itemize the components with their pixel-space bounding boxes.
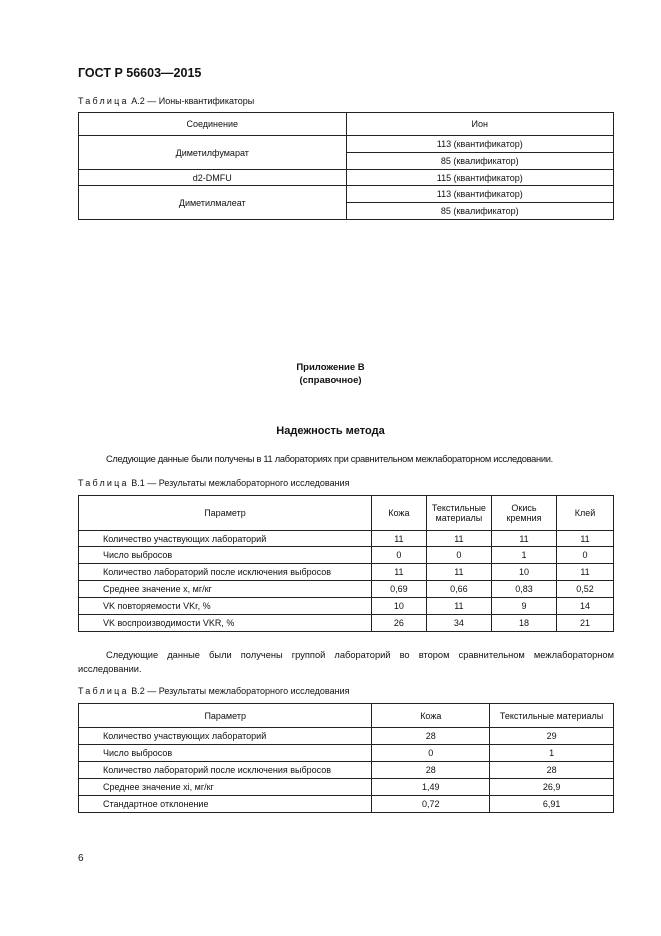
ion-cell: 85 (квалификатор) bbox=[346, 153, 614, 170]
table-b1-header-textile: Текстильные материалы bbox=[426, 496, 491, 531]
value-cell: 0,83 bbox=[491, 581, 556, 598]
param-cell: Число выбросов bbox=[79, 547, 372, 564]
value-cell: 28 bbox=[372, 728, 490, 745]
value-cell: 11 bbox=[371, 564, 426, 581]
value-cell: 11 bbox=[557, 564, 614, 581]
value-cell: 26,9 bbox=[490, 779, 614, 796]
value-cell: 1 bbox=[491, 547, 556, 564]
table-b1-caption-text: В.1 — Результаты межлабораторного исследования bbox=[131, 478, 350, 488]
value-cell: 11 bbox=[426, 598, 491, 615]
table-a2-caption bbox=[78, 96, 254, 106]
param-cell: VK повторяемости VKr, % bbox=[79, 598, 372, 615]
value-cell: 14 bbox=[557, 598, 614, 615]
table-row bbox=[79, 745, 614, 762]
ion-cell: 113 (квантификатор) bbox=[346, 136, 614, 153]
table-row bbox=[79, 779, 614, 796]
table-row bbox=[79, 581, 614, 598]
compound-cell: Диметилфумарат bbox=[79, 136, 347, 170]
value-cell: 0,69 bbox=[371, 581, 426, 598]
value-cell: 0 bbox=[371, 547, 426, 564]
document-title: ГОСТ Р 56603—2015 bbox=[78, 66, 202, 80]
table-b1 bbox=[78, 495, 614, 632]
table-row bbox=[79, 547, 614, 564]
value-cell: 10 bbox=[491, 564, 556, 581]
value-cell: 1,49 bbox=[372, 779, 490, 796]
param-cell: Стандартное отклонение bbox=[79, 796, 372, 813]
param-cell: Среднее значение x, мг/кг bbox=[79, 581, 372, 598]
table-a2 bbox=[78, 112, 614, 220]
value-cell: 0,72 bbox=[372, 796, 490, 813]
compound-cell: Диметилмалеат bbox=[79, 186, 347, 220]
table-row bbox=[79, 170, 614, 186]
value-cell: 0 bbox=[557, 547, 614, 564]
table-b2 bbox=[78, 703, 614, 813]
value-cell: 0,66 bbox=[426, 581, 491, 598]
table-row bbox=[79, 598, 614, 615]
table-b2-header-leather: Кожа bbox=[372, 704, 490, 728]
value-cell: 6,91 bbox=[490, 796, 614, 813]
table-b2-header-param: Параметр bbox=[79, 704, 372, 728]
value-cell: 11 bbox=[371, 531, 426, 547]
param-cell: Число выбросов bbox=[79, 745, 372, 762]
table-b2-caption-prefix: Таблица bbox=[78, 686, 129, 696]
table-row bbox=[79, 186, 614, 203]
ion-cell: 113 (квантификатор) bbox=[346, 186, 614, 203]
table-row bbox=[79, 136, 614, 153]
ion-cell: 85 (квалификатор) bbox=[346, 203, 614, 220]
second-paragraph: Следующие данные были получены группой лабораторий во втором сравнительном межлабораторном исследовании. bbox=[78, 650, 614, 674]
table-b1-caption-prefix: Таблица bbox=[78, 478, 129, 488]
value-cell: 28 bbox=[372, 762, 490, 779]
param-cell: VK воспроизводимости VKR, % bbox=[79, 615, 372, 632]
value-cell: 11 bbox=[491, 531, 556, 547]
value-cell: 10 bbox=[371, 598, 426, 615]
value-cell: 29 bbox=[490, 728, 614, 745]
param-cell: Количество лабораторий после исключения выбросов bbox=[79, 564, 372, 581]
value-cell: 11 bbox=[426, 531, 491, 547]
table-row bbox=[79, 728, 614, 745]
appendix-subtitle: (справочное) bbox=[299, 375, 362, 386]
param-cell: Количество участвующих лабораторий bbox=[79, 531, 372, 547]
value-cell: 11 bbox=[557, 531, 614, 547]
value-cell: 0 bbox=[426, 547, 491, 564]
table-b1-caption bbox=[78, 478, 349, 488]
table-a2-caption-prefix: Таблица bbox=[78, 96, 129, 106]
intro-paragraph: Следующие данные были получены в 11 лабораториях при сравнительном межлабораторном исследовании. bbox=[106, 454, 553, 464]
value-cell: 0 bbox=[372, 745, 490, 762]
param-cell: Количество лабораторий после исключения выбросов bbox=[79, 762, 372, 779]
page-number: 6 bbox=[78, 853, 84, 864]
table-row bbox=[79, 615, 614, 632]
value-cell: 34 bbox=[426, 615, 491, 632]
value-cell: 18 bbox=[491, 615, 556, 632]
table-b2-header-textile: Текстильные материалы bbox=[490, 704, 614, 728]
table-b1-header-param: Параметр bbox=[79, 496, 372, 531]
table-row bbox=[79, 762, 614, 779]
table-b1-header-glue: Клей bbox=[557, 496, 614, 531]
table-b2-caption-text: В.2 — Результаты межлабораторного исследования bbox=[131, 686, 350, 696]
value-cell: 1 bbox=[490, 745, 614, 762]
table-row bbox=[79, 796, 614, 813]
table-a2-header-compound: Соединение bbox=[79, 113, 347, 136]
compound-cell: d2-DMFU bbox=[79, 170, 347, 186]
table-b2-caption bbox=[78, 686, 349, 696]
value-cell: 9 bbox=[491, 598, 556, 615]
table-b1-header-leather: Кожа bbox=[371, 496, 426, 531]
value-cell: 21 bbox=[557, 615, 614, 632]
table-row bbox=[79, 564, 614, 581]
table-a2-caption-text: А.2 — Ионы-квантификаторы bbox=[131, 96, 255, 106]
param-cell: Количество участвующих лабораторий bbox=[79, 728, 372, 745]
ion-cell: 115 (квантификатор) bbox=[346, 170, 614, 186]
appendix-heading bbox=[0, 361, 661, 387]
value-cell: 11 bbox=[426, 564, 491, 581]
appendix-title: Приложение В bbox=[296, 362, 365, 373]
table-b1-header-silica: Окись кремния bbox=[491, 496, 556, 531]
value-cell: 0,52 bbox=[557, 581, 614, 598]
table-row bbox=[79, 531, 614, 547]
value-cell: 28 bbox=[490, 762, 614, 779]
section-title: Надежность метода bbox=[276, 425, 385, 437]
table-a2-header-ion: Ион bbox=[346, 113, 614, 136]
param-cell: Среднее значение xi, мг/кг bbox=[79, 779, 372, 796]
value-cell: 26 bbox=[371, 615, 426, 632]
